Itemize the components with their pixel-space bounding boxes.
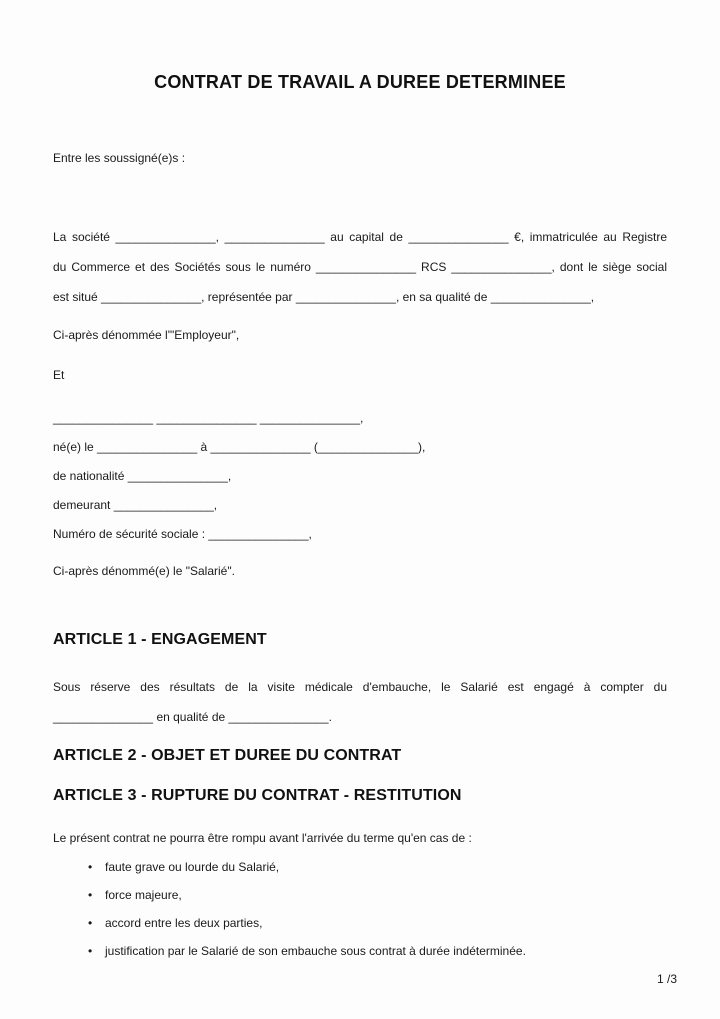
list-item: • accord entre les deux parties, — [88, 915, 667, 931]
list-item: • justification par le Salarié de son embauche sous contrat à durée indéterminée. — [88, 943, 667, 959]
company-paragraph-line: du Commerce et des Sociétés sous le numéro _______________ RCS _______________, dont le siège social — [53, 260, 667, 274]
employee-address-line: demeurant _______________, — [53, 498, 218, 512]
employee-birth-line: né(e) le _______________ à _______________ (_______________), — [53, 440, 426, 454]
article-3-heading: ARTICLE 3 - RUPTURE DU CONTRAT - RESTITUTION — [53, 787, 462, 804]
article-1-heading: ARTICLE 1 - ENGAGEMENT — [53, 631, 267, 648]
company-paragraph-line: est situé _______________, représentée par _______________, en sa qualité de _______________, — [53, 290, 595, 304]
intro-line: Entre les soussigné(e)s : — [53, 151, 186, 165]
article-2-heading: ARTICLE 2 - OBJET ET DUREE DU CONTRAT — [53, 747, 402, 764]
list-item: • force majeure, — [88, 887, 667, 903]
employee-ssn-line: Numéro de sécurité sociale : _______________, — [53, 527, 312, 541]
article-1-paragraph — [53, 672, 667, 732]
list-item: • faute grave ou lourde du Salarié, — [88, 859, 667, 875]
page-number: 1 /3 — [656, 972, 677, 986]
company-paragraph — [53, 222, 667, 312]
termination-cases-list — [53, 859, 667, 959]
conjunction-line: Et — [53, 368, 65, 382]
article-3-paragraph: Le présent contrat ne pourra être rompu avant l'arrivée du terme qu'en cas de : — [53, 831, 472, 845]
employee-name-blank-line: _______________ _______________ _______________, — [53, 411, 364, 425]
employer-designation-line: Ci-après dénommée l'"Employeur", — [53, 328, 240, 342]
employee-designation-line: Ci-après dénommé(e) le "Salarié". — [53, 564, 235, 578]
company-paragraph-line: La société _______________, _______________ au capital de _______________ €, immatriculée au Registre — [53, 230, 667, 244]
employee-identity-block — [53, 404, 667, 549]
article-1-paragraph-line: _______________ en qualité de _______________. — [53, 710, 332, 724]
document-title: CONTRAT DE TRAVAIL A DUREE DETERMINEE — [154, 72, 566, 92]
article-1-paragraph-line: Sous réserve des résultats de la visite médicale d'embauche, le Salarié est engagé à compter du — [53, 680, 667, 694]
employee-nationality-line: de nationalité _______________, — [53, 469, 232, 483]
